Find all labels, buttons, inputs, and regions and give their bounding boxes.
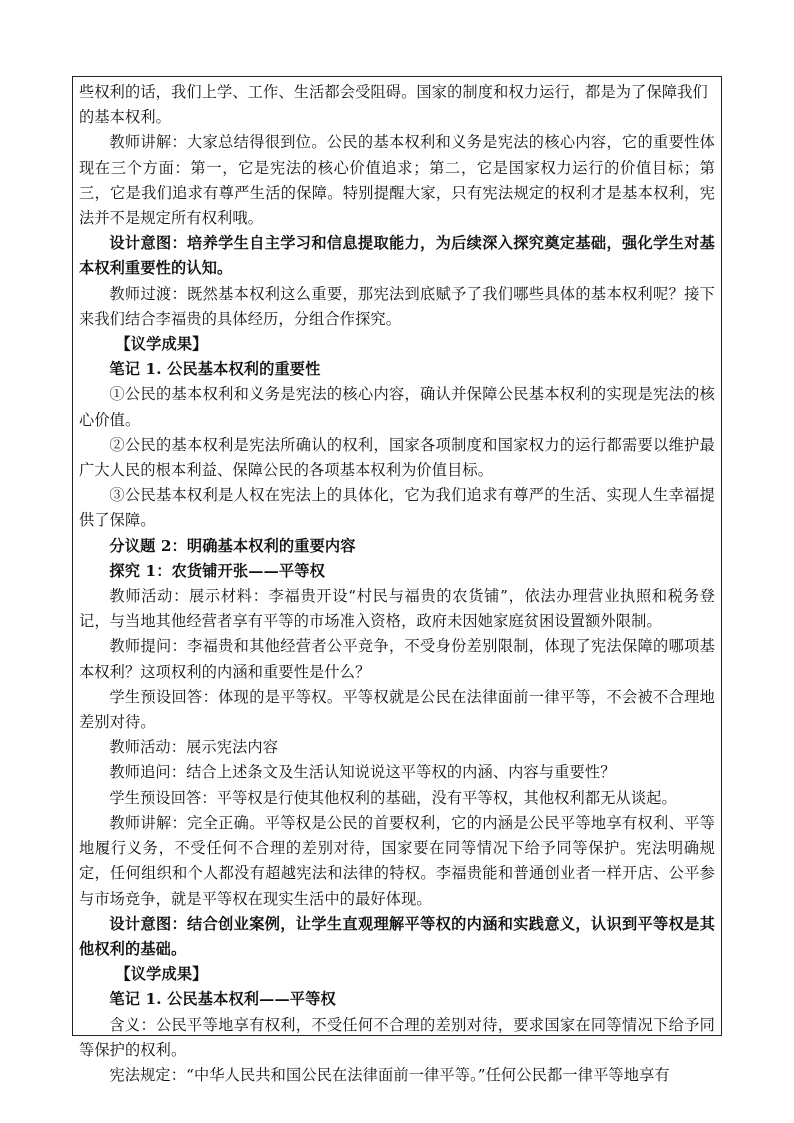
note-item-2: ②公民的基本权利是宪法所确认的权利，国家各项制度和国家权力的运行都需要以维护最广大人民的根本利益、保障公民的各项基本权利为价值目标。 <box>79 435 715 480</box>
paragraph-teacher-activity-2: 教师活动：展示宪法内容 <box>109 738 279 757</box>
note-definition: 含义：公民平等地享有权利，不受任何不合理的差别对待，要求国家在同等情况下给予同等保护的权利。 <box>79 1015 715 1059</box>
note-item-3: ③公民基本权利是人权在宪法上的具体化，它为我们追求有尊严的生活、实现人生幸福提供了保障。 <box>79 486 715 530</box>
note-constitution-provision: 宪法规定：“中华人民共和国公民在法律面前一律平等。”任何公民都一律平等地享有 <box>109 1065 670 1084</box>
note-item-1: ①公民的基本权利和义务是宪法的核心内容，确认并保障公民基本权利的实现是宪法的核心价值。 <box>79 385 715 429</box>
note-heading-equality: 笔记 1. 公民基本权利——平等权 <box>109 990 336 1009</box>
paragraph-student-answer: 学生预设回答：体现的是平等权。平等权就是公民在法律面前一律平等，不会被不合理地差别对待。 <box>79 687 715 732</box>
sub-topic-heading: 分议题 2：明确基本权利的重要内容 <box>109 536 356 555</box>
paragraph-student-answer-2: 学生预设回答：平等权是行使其他权利的基础，没有平等权，其他权利都无从谈起。 <box>109 788 677 807</box>
paragraph-teacher-followup: 教师追问：结合上述条文及生活认知说说这平等权的内涵、内容与重要性？ <box>109 763 616 782</box>
paragraph-teacher-transition: 教师过渡：既然基本权利这么重要，那宪法到底赋予了我们哪些具体的基本权利呢？接下来我们结合李福贵的具体经历，分组合作探究。 <box>79 284 715 328</box>
lesson-plan-table-cell <box>72 76 722 1084</box>
note-heading-importance: 笔记 1. 公民基本权利的重要性 <box>109 360 321 379</box>
section-heading-results-2: 【议学成果】 <box>115 965 208 984</box>
paragraph-teacher-question: 教师提问：李福贵和其他经营者公平竞争，不受身份差别限制，体现了宪法保障的哪项基本权利？这项权利的内涵和重要性是什么？ <box>79 637 715 681</box>
paragraph-teacher-explanation: 教师讲解：大家总结得很到位。公民的基本权利和义务是宪法的核心内容，它的重要性体现在三个方面：第一，它是宪法的核心价值追求；第二，它是国家权力运行的价值目标；第三，它是我们追求有尊严生活的保障。特别提醒大家，只有宪法规定的权利才是基本权利，宪法并不是规定所有权利哦。 <box>79 133 715 228</box>
paragraph-teacher-activity: 教师活动：展示材料：李福贵开设“村民与福贵的农货铺”，依法办理营业执照和税务登记，与当地其他经营者享有平等的市场准入资格，政府未因她家庭贫困设置额外限制。 <box>79 587 715 631</box>
paragraph-continuation: 些权利的话，我们上学、工作、生活都会受阻碍。国家的制度和权力运行，都是为了保障我们的基本权利。 <box>79 83 708 127</box>
paragraph-design-intent: 设计意图：培养学生自主学习和信息提取能力，为后续深入探究奠定基础，强化学生对基本权利重要性的认知。 <box>79 234 715 278</box>
section-heading-results: 【议学成果】 <box>115 335 208 354</box>
paragraph-design-intent-2: 设计意图：结合创业案例，让学生直观理解平等权的内涵和实践意义，认识到平等权是其他权利的基础。 <box>79 914 715 958</box>
inquiry-heading: 探究 1：农货铺开张——平等权 <box>109 561 325 580</box>
paragraph-teacher-explanation-2: 教师讲解：完全正确。平等权是公民的首要权利，它的内涵是公民平等地享有权利、平等地履行义务，不受任何不合理的差别对待，国家要在同等情况下给予同等保护。宪法明确规定，任何组织和个人都没有超越宪法和法律的特权。李福贵能和普通创业者一样开店、公平参与市场竞争，就是平等权在现实生活中的最好体现。 <box>79 813 715 908</box>
